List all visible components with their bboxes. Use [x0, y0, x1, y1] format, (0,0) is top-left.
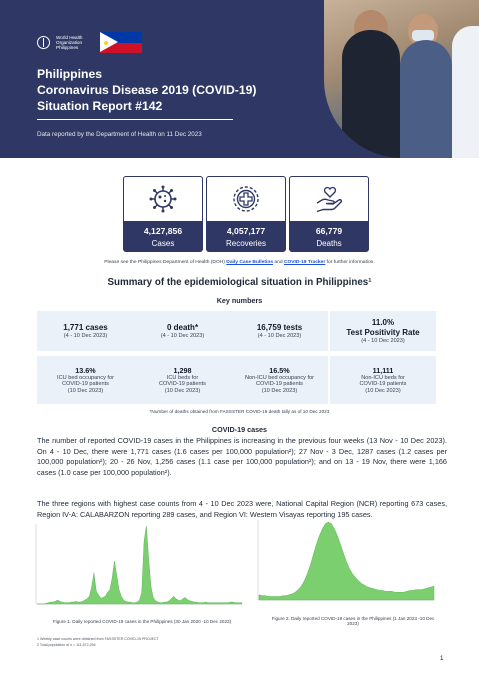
card-value: 16.5%	[269, 365, 290, 375]
key-number-card	[231, 311, 328, 351]
report-title	[37, 66, 256, 114]
title-line: Situation Report #142	[37, 99, 163, 113]
page-number: 1	[440, 655, 444, 662]
card-text: (10 Dec 2023)	[67, 387, 104, 394]
who-logo-icon	[37, 36, 50, 49]
virus-icon	[123, 176, 203, 221]
card-text: ICU bed occupancy for	[57, 374, 114, 381]
key-number-card	[330, 311, 436, 351]
key-numbers-title: Key numbers	[216, 296, 263, 305]
title-line: Coronavirus Disease 2019 (COVID-19)	[37, 83, 257, 97]
chart-1-svg	[30, 520, 246, 616]
key-number-card	[134, 356, 231, 404]
daily-case-bulletins-link[interactable]: Daily Case Bulletins	[226, 260, 274, 265]
card-period: (4 - 10 Dec 2023)	[160, 332, 205, 339]
key-number-card	[231, 356, 328, 404]
card-value: 11,111	[372, 365, 394, 375]
key-number-card	[330, 356, 436, 404]
figure-2-caption: Figure 2. Daily reported COVID-19 cases in the Philippines (1 Jan 2023 -10 Dec 2023)	[271, 616, 435, 626]
footnote: 2 Total population of n = 111,572,254	[37, 643, 96, 647]
kpi-label: Recoveries	[225, 239, 266, 248]
card-value: 1,298	[173, 365, 192, 375]
covid-tracker-link[interactable]: COVID-19 Tracker	[283, 260, 326, 265]
card-text: (10 Dec 2023)	[365, 387, 401, 394]
card-value: 0 death*	[166, 322, 199, 332]
title-divider	[37, 119, 233, 120]
card-value: 16,759 tests	[256, 322, 303, 332]
card-value: 11.0%	[371, 317, 395, 327]
card-text: COVID-19 patients	[62, 381, 109, 388]
figure-1-caption: Figure 1. Daily reported COVID-19 cases in the Philippines (30 Jan 2020 -10 Dec 2023)	[52, 619, 232, 624]
summary-title: Summary of the epidemiological situation in Philippines¹	[107, 277, 372, 288]
kpi-cases	[123, 176, 203, 252]
logo-row	[37, 32, 142, 53]
reported-date: Data reported by the Department of Health on 11 Dec 2023	[37, 131, 202, 138]
kpi-deaths	[289, 176, 369, 252]
kpi-label: Cases	[151, 239, 175, 248]
key-number-card	[37, 311, 134, 351]
card-text: COVID-19 patients	[159, 381, 206, 388]
kpi-value: 4,127,856	[143, 226, 183, 236]
title-line: Philippines	[37, 67, 103, 81]
kpi-value: 4,057,177	[226, 226, 266, 236]
paragraph-trend: The number of reported COVID-19 cases in the Philippines is increasing in the previous four weeks (13 Nov - 10 Dec 2023). On 4 - 10 Dec, there were 1,771 cases (1.6 cases per 100,000 population²); 27 Nov - 3 Dec, 1287 cases (1.2 cases per 100,000 population²); 20 - 26 Nov, 1,256 cases (1.1 case per 100,000 population²); and on 13 - 19 Nov, there were 1,166 cases (1.0 case per 100,000 population²).	[37, 436, 447, 477]
philippines-flag-icon	[100, 32, 142, 53]
area-series	[259, 522, 434, 600]
card-value: 13.6%	[75, 365, 96, 375]
source-note	[0, 260, 479, 265]
area-series	[37, 526, 242, 604]
who-logo-text: World Health Organization Philippines	[56, 34, 83, 51]
kpi-label: Deaths	[316, 239, 342, 248]
report-header	[0, 0, 479, 158]
note-text: for further information.	[325, 260, 375, 265]
chart-figure-2	[252, 516, 438, 617]
card-text: COVID-19 patients	[359, 381, 407, 388]
chart-2-svg	[252, 516, 438, 612]
key-number-card	[37, 356, 134, 404]
card-value: 1,771 cases	[63, 322, 108, 332]
hand-heart-icon	[289, 176, 369, 221]
card-text: (10 Dec 2023)	[261, 387, 298, 394]
card-period: (4 - 10 Dec 2023)	[63, 332, 108, 339]
kpi-value: 66,779	[315, 226, 343, 236]
note-text: and	[273, 260, 284, 265]
card-text: COVID-19 patients	[256, 381, 303, 388]
card-label: Test Positivity Rate	[346, 327, 420, 337]
footnote: 1 Weekly case counts were obtained from FASSSTER COVID-19 PROJECT	[37, 637, 159, 641]
card-period: (4 - 10 Dec 2023)	[361, 337, 405, 344]
card-text: Non-ICU beds for	[361, 374, 405, 381]
header-photo	[324, 0, 479, 158]
card-text: (10 Dec 2023)	[164, 387, 201, 394]
note-text: Please see the Philippines Department of Health (DOH)	[104, 260, 227, 265]
covid-cases-heading: COVID-19 cases	[211, 425, 268, 434]
death-footnote: *Number of deaths obtained from FASSSTER COVID-19 death tally as of 10 Dec 2023	[149, 409, 330, 414]
card-text: Non-ICU bed occupancy for	[244, 374, 315, 381]
paragraph-regions: The three regions with highest case counts from 4 - 10 Dec 2023 were, National Capital Region (NCR) reporting 673 cases, Region IV-A: CALABARZON reporting 289 cases, and Region VI: Western Visayas reporting 195 cases.	[37, 499, 447, 519]
chart-figure-1	[30, 520, 246, 621]
card-text: ICU beds for	[166, 374, 199, 381]
card-period: (4 - 10 Dec 2023)	[257, 332, 302, 339]
medical-cross-icon	[206, 176, 286, 221]
kpi-recoveries	[206, 176, 286, 252]
key-number-card	[134, 311, 231, 351]
